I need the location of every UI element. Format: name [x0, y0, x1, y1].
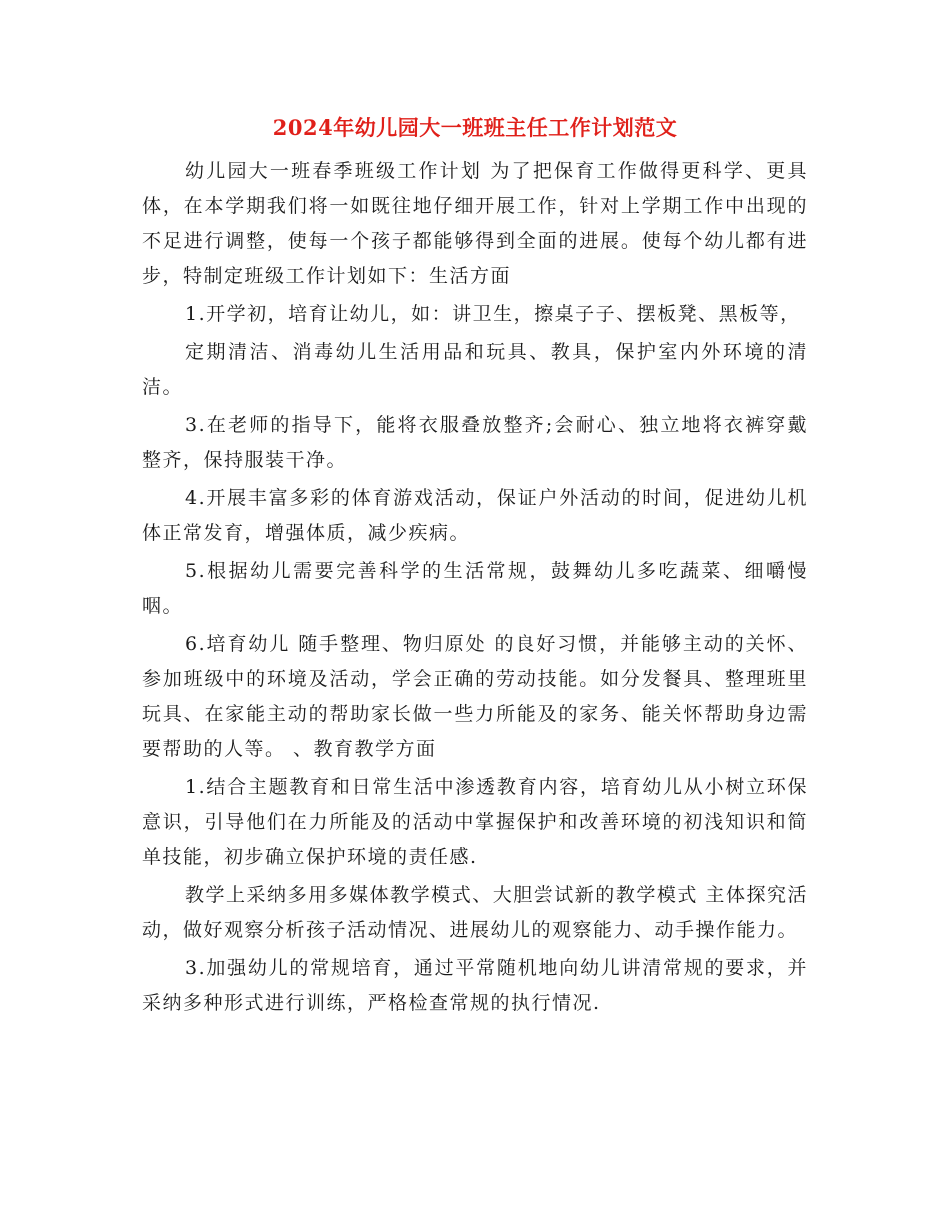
paragraph-education-1: 1.结合主题教育和日常生活中渗透教育内容，培育幼儿从小树立环保意识，引导他们在力所能及的活动中掌握保护和改善环境的初浅知识和简单技能，初步确立保护环境的责任感. — [142, 776, 808, 868]
document-title: 2024年幼儿园大一班班主任工作计划范文 — [272, 115, 678, 140]
paragraph-teaching: 教学上采纳多用多媒体教学模式、大胆尝试新的教学模式 主体探究活动，做好观察分析孩子活动情况、进展幼儿的观察能力、动手操作能力。 — [142, 884, 808, 941]
paragraph-intro: 幼儿园大一班春季班级工作计划 为了把保育工作做得更科学、更具体，在本学期我们将一如既往地仔细开展工作，针对上学期工作中出现的不足进行调整，使每一个孩子都能够得到全面的进展。使每个幼儿都有进步，特制定班级工作计划如下：生活方面 — [142, 160, 808, 287]
paragraph-item-3: 3.在老师的指导下，能将衣服叠放整齐;会耐心、独立地将衣裤穿戴整齐，保持服装干净。 — [142, 414, 808, 471]
document-body — [142, 154, 808, 1021]
paragraph-education-3: 3.加强幼儿的常规培育，通过平常随机地向幼儿讲清常规的要求，并采纳多种形式进行训练，严格检查常规的执行情况. — [142, 957, 808, 1014]
paragraph-item-1: 1.开学初，培育让幼儿，如：讲卫生，擦桌子子、摆板凳、黑板等， — [185, 303, 801, 325]
paragraph-item-5: 5.根据幼儿需要完善科学的生活常规，鼓舞幼儿多吃蔬菜、细嚼慢咽。 — [142, 560, 808, 617]
paragraph-item-4: 4.开展丰富多彩的体育游戏活动，保证户外活动的时间，促进幼儿机体正常发育，增强体质，减少疾病。 — [142, 487, 808, 544]
paragraph-item-6: 6.培育幼儿 随手整理、物归原处 的良好习惯，并能够主动的关怀、参加班级中的环境及活动，学会正确的劳动技能。如分发餐具、整理班里玩具、在家能主动的帮助家长做一些力所能及的家务、能关怀帮助身边需要帮助的人等。 、教育教学方面 — [142, 633, 808, 760]
paragraph-cleaning: 定期清洁、消毒幼儿生活用品和玩具、教具，保护室内外环境的清洁。 — [142, 341, 808, 398]
